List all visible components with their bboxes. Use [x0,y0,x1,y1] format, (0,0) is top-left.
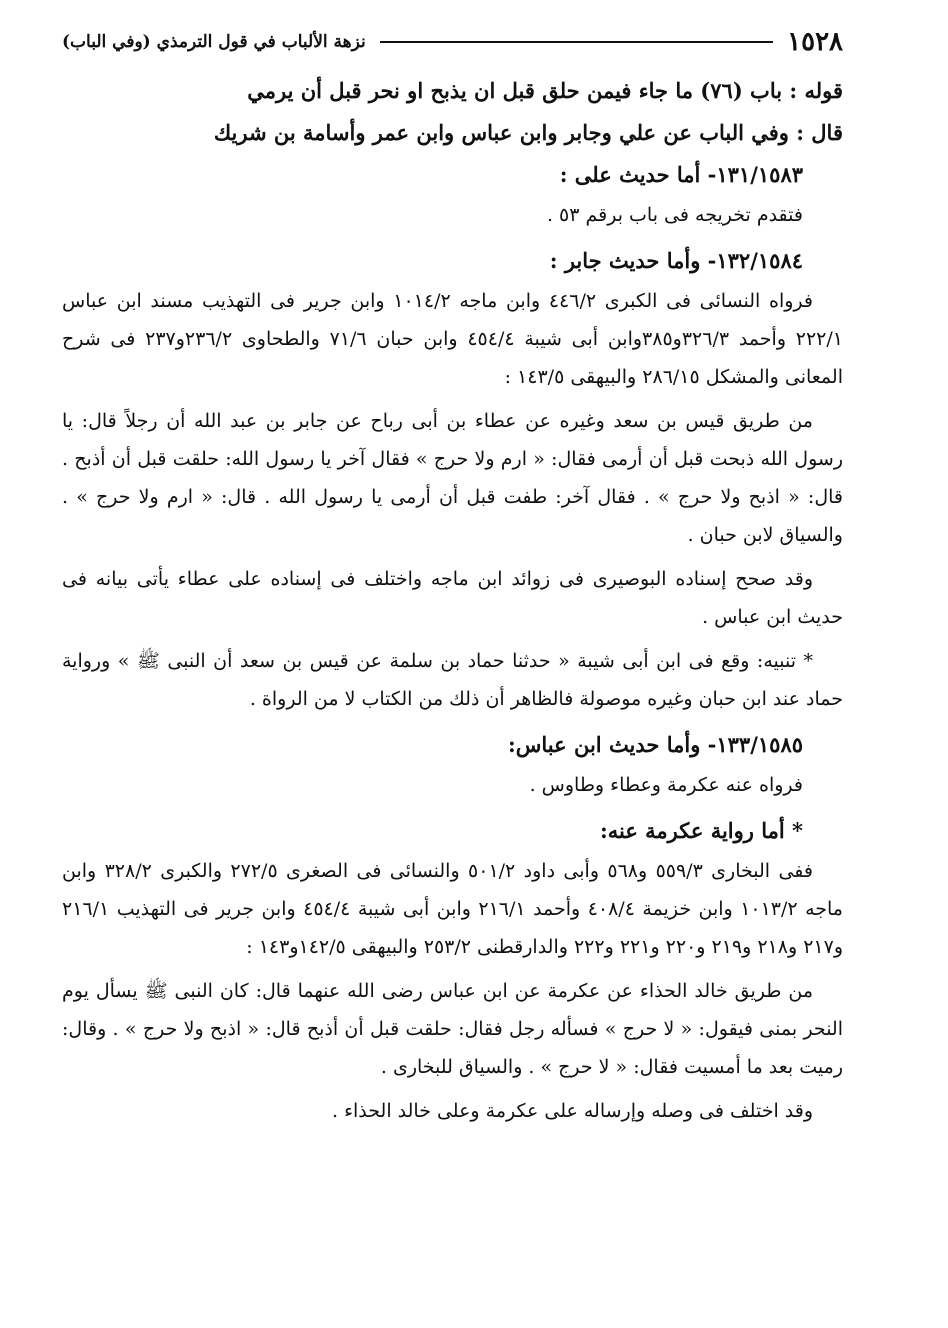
section-1584-matn: من طريق قيس بن سعد وغيره عن عطاء بن أبى رباح عن جابر بن عبد الله أن رجلاً قال: يا رسول الله ذبحت قبل أن أرمى فقال: « ارم ولا حرج » فقال آخر يا رسول الله: حلقت قبل أن أذبح . قال: « اذبح ولا حرج » . فقال آخر: طفت قبل أن أرمى يا رسول الله . قال: « ارم ولا حرج » . والسياق لابن حبان . [62,410,843,546]
page-number: ١٥٢٨ [787,27,843,57]
running-title: نزهة الألباب في قول الترمذي (وفي الباب) [62,32,366,52]
section-1583-title: ١٣١/١٥٨٣- أما حديث على : [559,162,803,187]
ikrima-matn: من طريق خالد الحذاء عن عكرمة عن ابن عباس رضى الله عنهما قال: كان النبى ﷺ يسأل يوم النحر بمنى فيقول: « لا حرج » فسأله رجل فقال: حلقت قبل أن أذبح قال: « اذبح ولا حرج » . وقال: رميت بعد ما أمسيت فقال: « لا حرج » . والسياق للبخارى . [62,980,843,1078]
ikrima-takhrij: ففى البخارى ٥٥٩/٣ و٥٦٨ وأبى داود ٥٠١/٢ والنسائى فى الصغرى ٢٧٢/٥ والكبرى ٣٢٨/٢ وابن ماجه ١٠١٣/٢ وابن خزيمة ٤٠٨/٤ وأحمد ٢١٦/١ وابن أبى شيبة ٤٥٤/٤ وابن جرير فى التهذيب ٢١٦/١ و٢١٧ و٢١٨ و٢١٩ و٢٢٠ و٢٢١ و٢٢٢ والدارقطنى ٢٥٣/٢ والبيهقى ١٤٢/٥و١٤٣ : [62,860,843,958]
page-header [62,22,843,62]
ikrima-note: وقد اختلف فى وصله وإرساله على عكرمة وعلى خالد الحذاء . [332,1100,813,1122]
section-1585-text: فرواه عنه عكرمة وعطاء وطاوس . [529,774,803,796]
section-1583-text: فتقدم تخريجه فى باب برقم ٥٣ . [546,204,803,226]
header-rule [380,41,773,43]
chapter-heading: قوله : باب (٧٦) ما جاء فيمن حلق قبل ان يذبح او نحر قبل أن يرمي [247,78,843,103]
document-page [62,22,843,1136]
tanbih-note: * تنبيه: وقع فى ابن أبى شيبة « حدثنا حماد بن سلمة عن قيس بن سعد أن النبى ﷺ » ورواية حماد عند ابن حبان وغيره موصولة فالظاهر أن ذلك من الكتاب لا من الرواة . [62,650,843,710]
section-1584-takhrij: فرواه النسائى فى الكبرى ٤٤٦/٢ وابن ماجه ١٠١٤/٢ وابن جرير فى التهذيب مسند ابن عباس ٢٢٢/١ وأحمد ٣٢٦/٣و٣٨٥وابن أبى شيبة ٤٥٤/٤ وابن حبان ٧١/٦ والطحاوى ٢٣٦/٢و٢٣٧ فى شرح المعانى والمشكل ٢٨٦/١٥ والبيهقى ١٤٣/٥ : [62,290,843,388]
chapter-subheading: قال : وفي الباب عن علي وجابر وابن عباس وابن عمر وأسامة بن شريك [213,120,843,145]
section-1584-note: وقد صحح إسناده البوصيرى فى زوائد ابن ماجه واختلف فى إسناده على عطاء يأتى بيانه فى حديث ابن عباس . [62,568,843,628]
section-1585-title: ١٣٣/١٥٨٥- وأما حديث ابن عباس: [508,732,803,757]
ikrima-title: * أما رواية عكرمة عنه: [599,818,803,843]
section-1584-title: ١٣٢/١٥٨٤- وأما حديث جابر : [549,248,803,273]
